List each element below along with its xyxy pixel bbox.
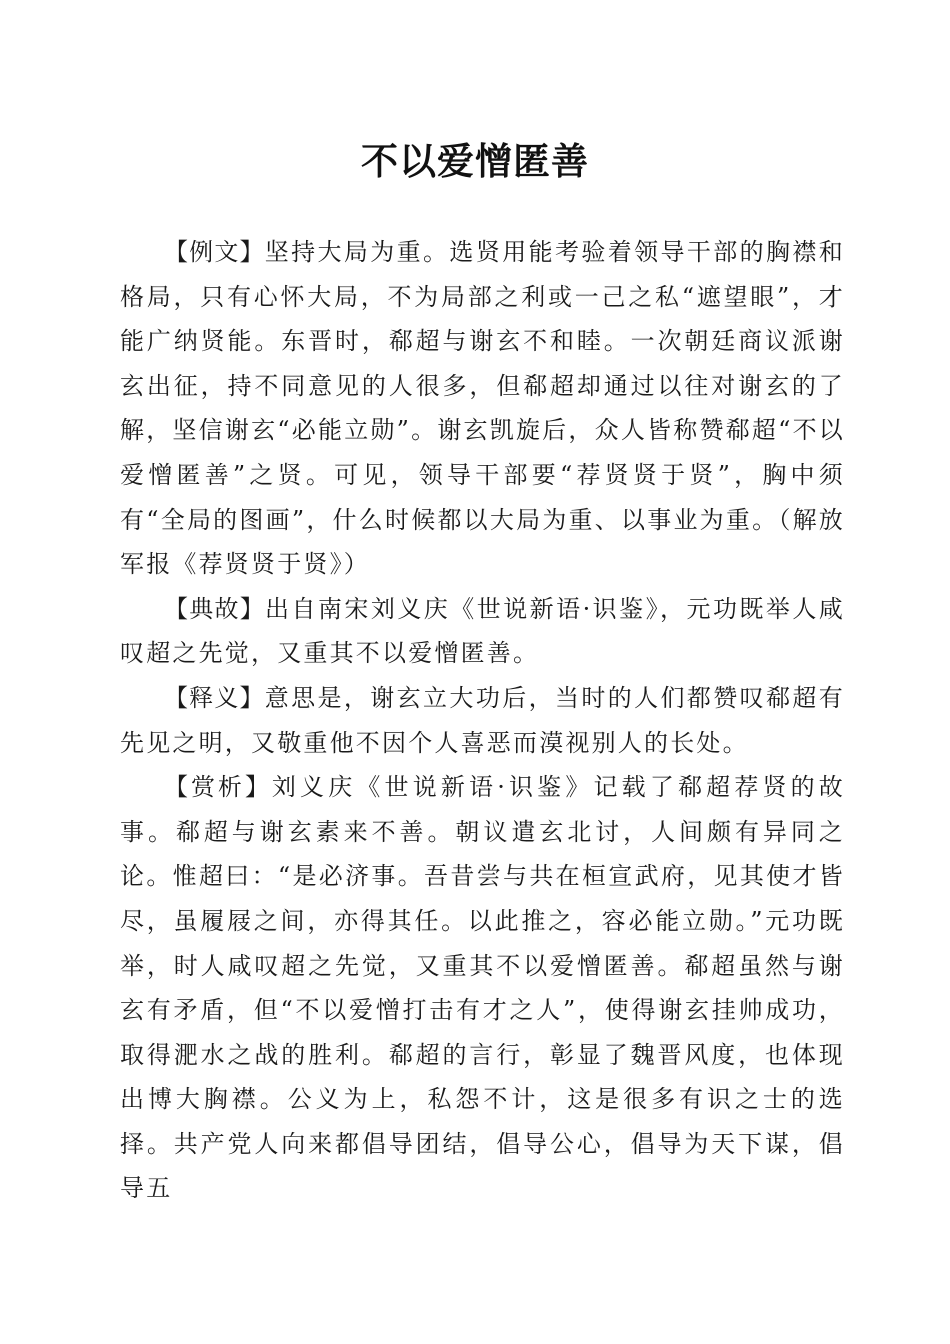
paragraph-text: 刘义庆《世说新语·识鉴》记载了郗超荐贤的故事。郗超与谢玄素来不善。朝议遣玄北讨，人间颇有异同之论。惟超曰：“是必济事。吾昔尝与共在桓宣武府，见其使才皆尽，虽履屐之间，亦得其任。以此推之，容必能立勋。”元功既举，时人咸叹超之先觉，又重其不以爱憎匿善。郗超虽然与谢玄有矛盾，但“不以爱憎打击有才之人”，使得谢玄挂帅成功，取得淝水之战的胜利。郗超的言行，彰显了魏晋风度，也体现出博大胸襟。公义为上，私怨不计，这是很多有识之士的选择。共产党人向来都倡导团结，倡导公心，倡导为天下谋，倡导五 xyxy=(120,773,846,1203)
paragraph-label: 【例文】 xyxy=(164,238,265,266)
paragraph-text: 出自南宋刘义庆《世说新语·识鉴》，元功既举人咸叹超之先觉，又重其不以爱憎匿善。 xyxy=(120,594,845,668)
paragraph-interpretation xyxy=(120,676,845,765)
paragraph-label: 【赏析】 xyxy=(164,773,272,802)
paragraph-label: 【典故】 xyxy=(164,594,266,623)
paragraph-label: 【释义】 xyxy=(164,683,265,712)
document-title: 不以爱憎匿善 xyxy=(361,139,589,183)
document-body xyxy=(120,230,845,1211)
paragraph-text: 意思是，谢玄立大功后，当时的人们都赞叹郗超有先见之明，又敬重他不因个人喜恶而漠视别人的长处。 xyxy=(120,683,846,757)
paragraph-appreciation xyxy=(120,765,845,1211)
paragraph-example xyxy=(120,230,845,587)
paragraph-text: 坚持大局为重。选贤用能考验着领导干部的胸襟和格局，只有心怀大局，不为局部之利或一己之私“遮望眼”，才能广纳贤能。东晋时，郗超与谢玄不和睦。一次朝廷商议派谢玄出征，持不同意见的人很多，但郗超却通过以往对谢玄的了解，坚信谢玄“必能立勋”。谢玄凯旋后，众人皆称赞郗超“不以爱憎匿善”之贤。可见，领导干部要“荐贤贤于贤”，胸中须有“全局的图画”，什么时候都以大局为重、以事业为重。（解放军报《荐贤贤于贤》） xyxy=(120,238,846,579)
paragraph-allusion xyxy=(120,587,845,676)
